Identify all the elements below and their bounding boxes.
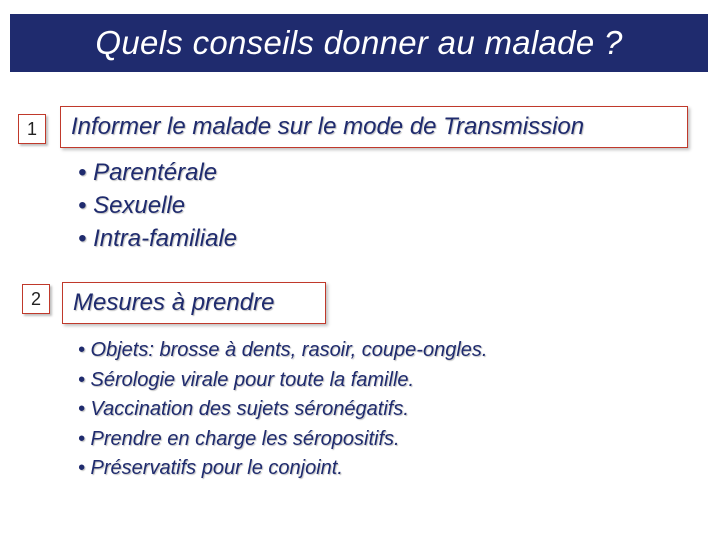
section-1-number: 1	[18, 114, 46, 144]
section-2-heading: Mesures à prendre	[62, 282, 326, 324]
section-1-bullet-list	[78, 156, 237, 255]
list-item: • Vaccination des sujets séronégatifs.	[78, 398, 409, 420]
list-item: • Prendre en charge les séropositifs.	[78, 427, 400, 450]
list-item: • Objets: brosse à dents, rasoir, coupe-ongles.	[78, 339, 488, 361]
list-item: • Sexuelle	[78, 192, 186, 219]
section-2-bullet-list	[78, 336, 487, 484]
slide-title: Quels conseils donner au malade ?	[10, 14, 708, 72]
section-2-number: 2	[22, 284, 50, 314]
section-1-heading: Informer le malade sur le mode de Transmission	[60, 106, 688, 148]
list-item: • Préservatifs pour le conjoint.	[78, 457, 343, 479]
list-item: • Sérologie virale pour toute la famille.	[78, 368, 415, 391]
list-item: • Parentérale	[78, 159, 218, 186]
list-item: • Intra-familiale	[78, 225, 238, 252]
